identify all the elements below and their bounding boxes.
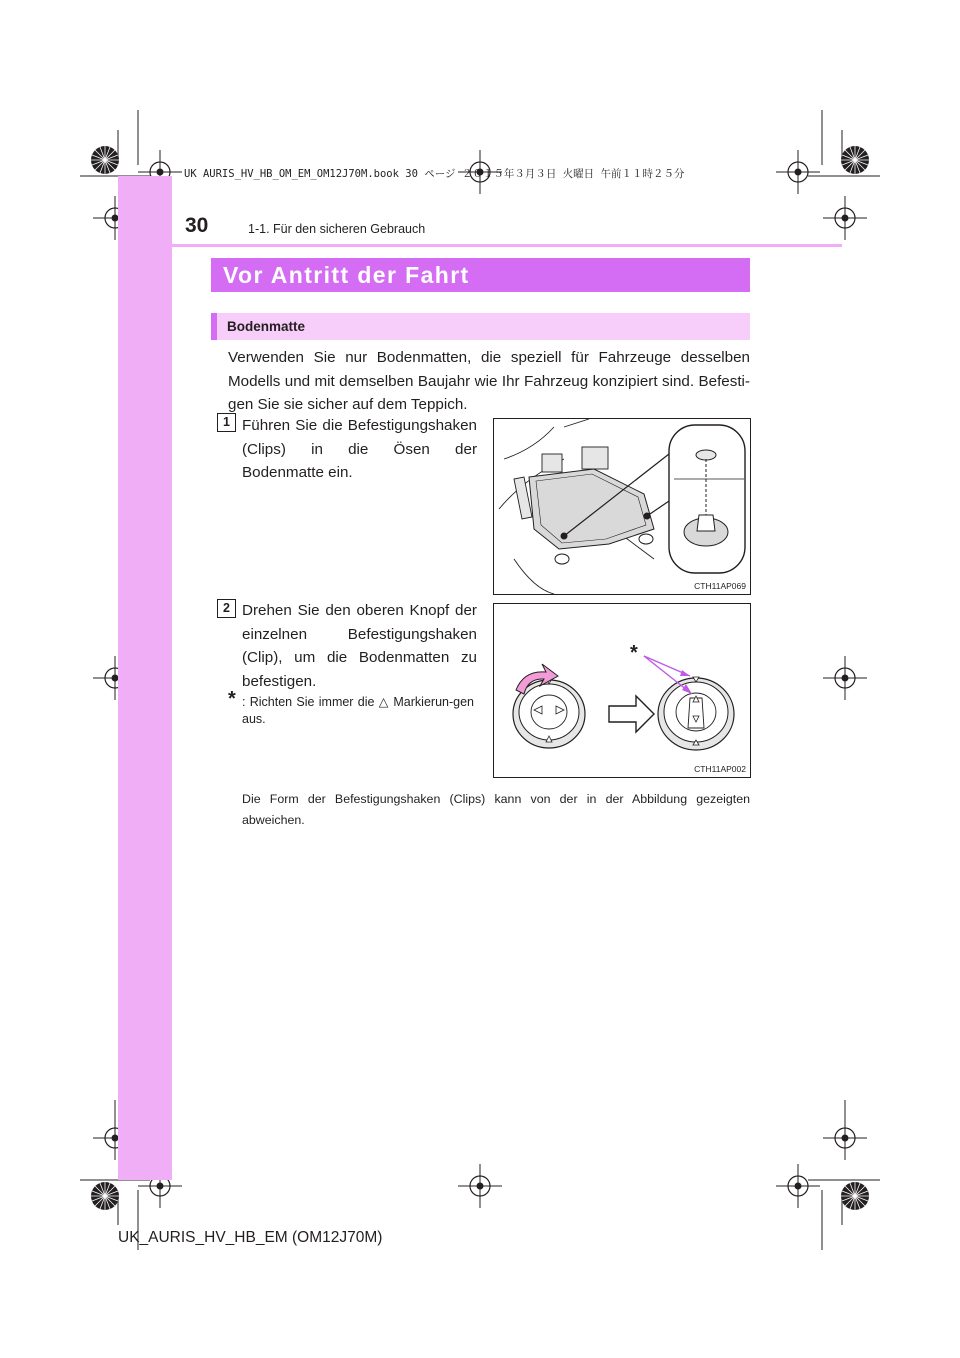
header-section-title: 1-1. Für den sicheren Gebrauch [248, 222, 426, 236]
header-rule [118, 244, 842, 247]
step-number: 2 [217, 599, 236, 618]
title-banner [211, 258, 750, 292]
closing-note: Die Form der Befestigungshaken (Clips) kann von der in der Abbildung gezeigten abweichen. [242, 792, 750, 827]
chapter-side-bar [118, 176, 172, 1180]
intro-paragraph: Verwenden Sie nur Bodenmatten, die speziell für Fahrzeuge desselben Modells und mit demselben Baujahr wie Ihr Fahrzeug konzipiert sind. Befesti-gen Sie sie sicher auf dem Teppich. [228, 349, 750, 413]
figure-code: CTH11AP002 [694, 764, 746, 774]
step-text: Drehen Sie den oberen Knopf der einzelnen Befestigungshaken (Clip), um die Bodenmatten zu befestigen. [242, 602, 477, 690]
step-text: Führen Sie die Befestigungshaken (Clips) in die Ösen der Bodenmatte ein. [242, 417, 477, 481]
printer-mark: UK AURIS_HV_HB_OM_EM_OM12J70M.book 30 ページ ２０１５年３月３日 火曜日 午前１１時２５分 [184, 168, 685, 180]
section-heading-bar [211, 313, 750, 340]
figure-floor-mat-hooks [493, 418, 751, 595]
clip-rotation-illustration [494, 604, 750, 777]
step-number: 1 [217, 413, 236, 432]
figure-code: CTH11AP069 [694, 581, 746, 591]
footer-model-code: UK_AURIS_HV_HB_EM (OM12J70M) [118, 1229, 383, 1246]
figure-asterisk: * [630, 642, 638, 664]
figure-clip-rotation [493, 603, 751, 778]
floor-mat-illustration [494, 419, 750, 594]
note-text: : Richten Sie immer die △ Markierun-gen aus. [242, 695, 474, 726]
page-number: 30 [185, 214, 209, 237]
note-marker: * [228, 688, 236, 710]
page-title: Vor Antritt der Fahrt [223, 262, 470, 288]
section-accent [211, 313, 217, 340]
section-heading: Bodenmatte [227, 319, 306, 334]
